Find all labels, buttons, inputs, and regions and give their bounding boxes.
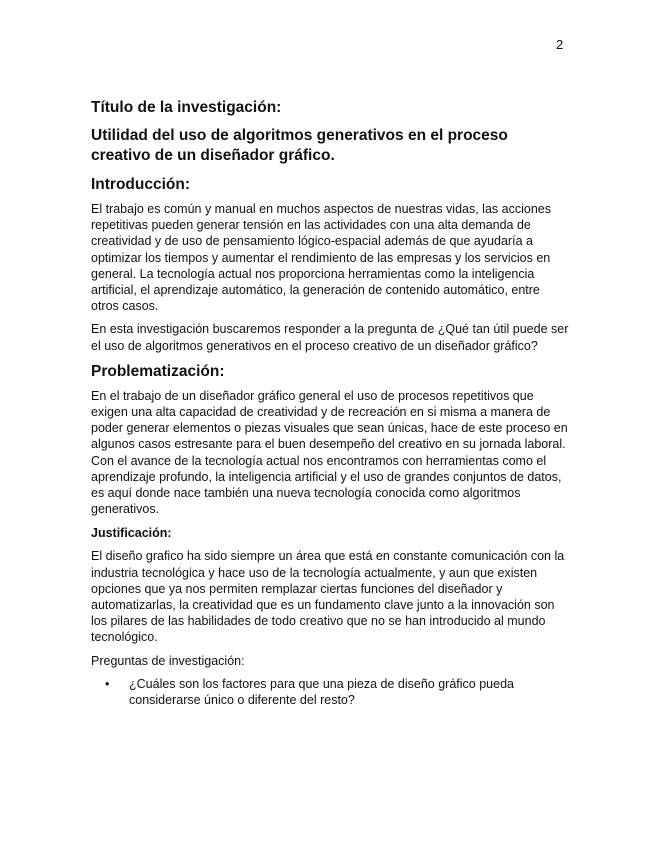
introduction-paragraph-1: El trabajo es común y manual en muchos aspectos de nuestras vidas, las acciones repetitivas pueden generar tensión en las actividades con una alta demanda de creatividad y de uso de pensamiento lógico-espacial además de que ayudaría a optimizar los tiempos y aumentar el rendimiento de las empresas y los servicios en general. La tecnología actual nos proporciona herramientas como la inteligencia artificial, el aprendizaje automático, la generación de contenido automático, entre otros casos. <box>91 202 551 314</box>
bullet-icon: • <box>105 676 110 691</box>
problematizacion-paragraph: En el trabajo de un diseñador gráfico general el uso de procesos repetitivos que exigen una alta capacidad de creatividad y de recreación en si misma a manera de poder generar elementos o piezas visuales que sean únicas, hace de este proceso en algunos casos estresante para el buen desempeño del creativo en su jornada laboral. Con el avance de la tecnología actual nos encontramos con herramientas como el aprendizaje profundo, la inteligencia artificial y el uso de grandes conjuntos de datos, es aquí donde nace también una nueva tecnología conocida como algoritmos generativos. <box>91 388 568 517</box>
justificacion-paragraph: El diseño grafico ha sido siempre un área que está en constante comunicación con la industria tecnológica y hace uso de la tecnología actualmente, y aun que existen opciones que ya nos permiten remplazar ciertas funciones del diseñador y automatizarlas, la creatividad que es un fundamento clave junto a la innovación son los pilares de las habilidades de todo creativo que no se han introducido al mundo tecnológico. <box>91 549 565 645</box>
justificacion-heading: Justificación: <box>91 526 172 541</box>
introduction-paragraph-2: En esta investigación buscaremos responder a la pregunta de ¿Qué tan útil puede ser el uso de algoritmos generativos en el proceso creativo de un diseñador gráfico? <box>91 322 569 353</box>
research-questions-list <box>91 676 569 708</box>
research-questions-label: Preguntas de investigación: <box>91 653 245 668</box>
introduction-heading: Introducción: <box>91 176 191 193</box>
research-title: Utilidad del uso de algoritmos generativos en el proceso creativo de un diseñador gráfico. <box>91 127 508 164</box>
document-body <box>91 97 569 708</box>
list-item <box>91 676 569 708</box>
problematizacion-heading: Problematización: <box>91 362 225 380</box>
research-question-text: ¿Cuáles son los factores para que una pieza de diseño gráfico pueda considerarse único o diferente del resto? <box>129 676 514 708</box>
research-title-label: Título de la investigación: <box>91 99 282 116</box>
page-number: 2 <box>556 37 564 52</box>
